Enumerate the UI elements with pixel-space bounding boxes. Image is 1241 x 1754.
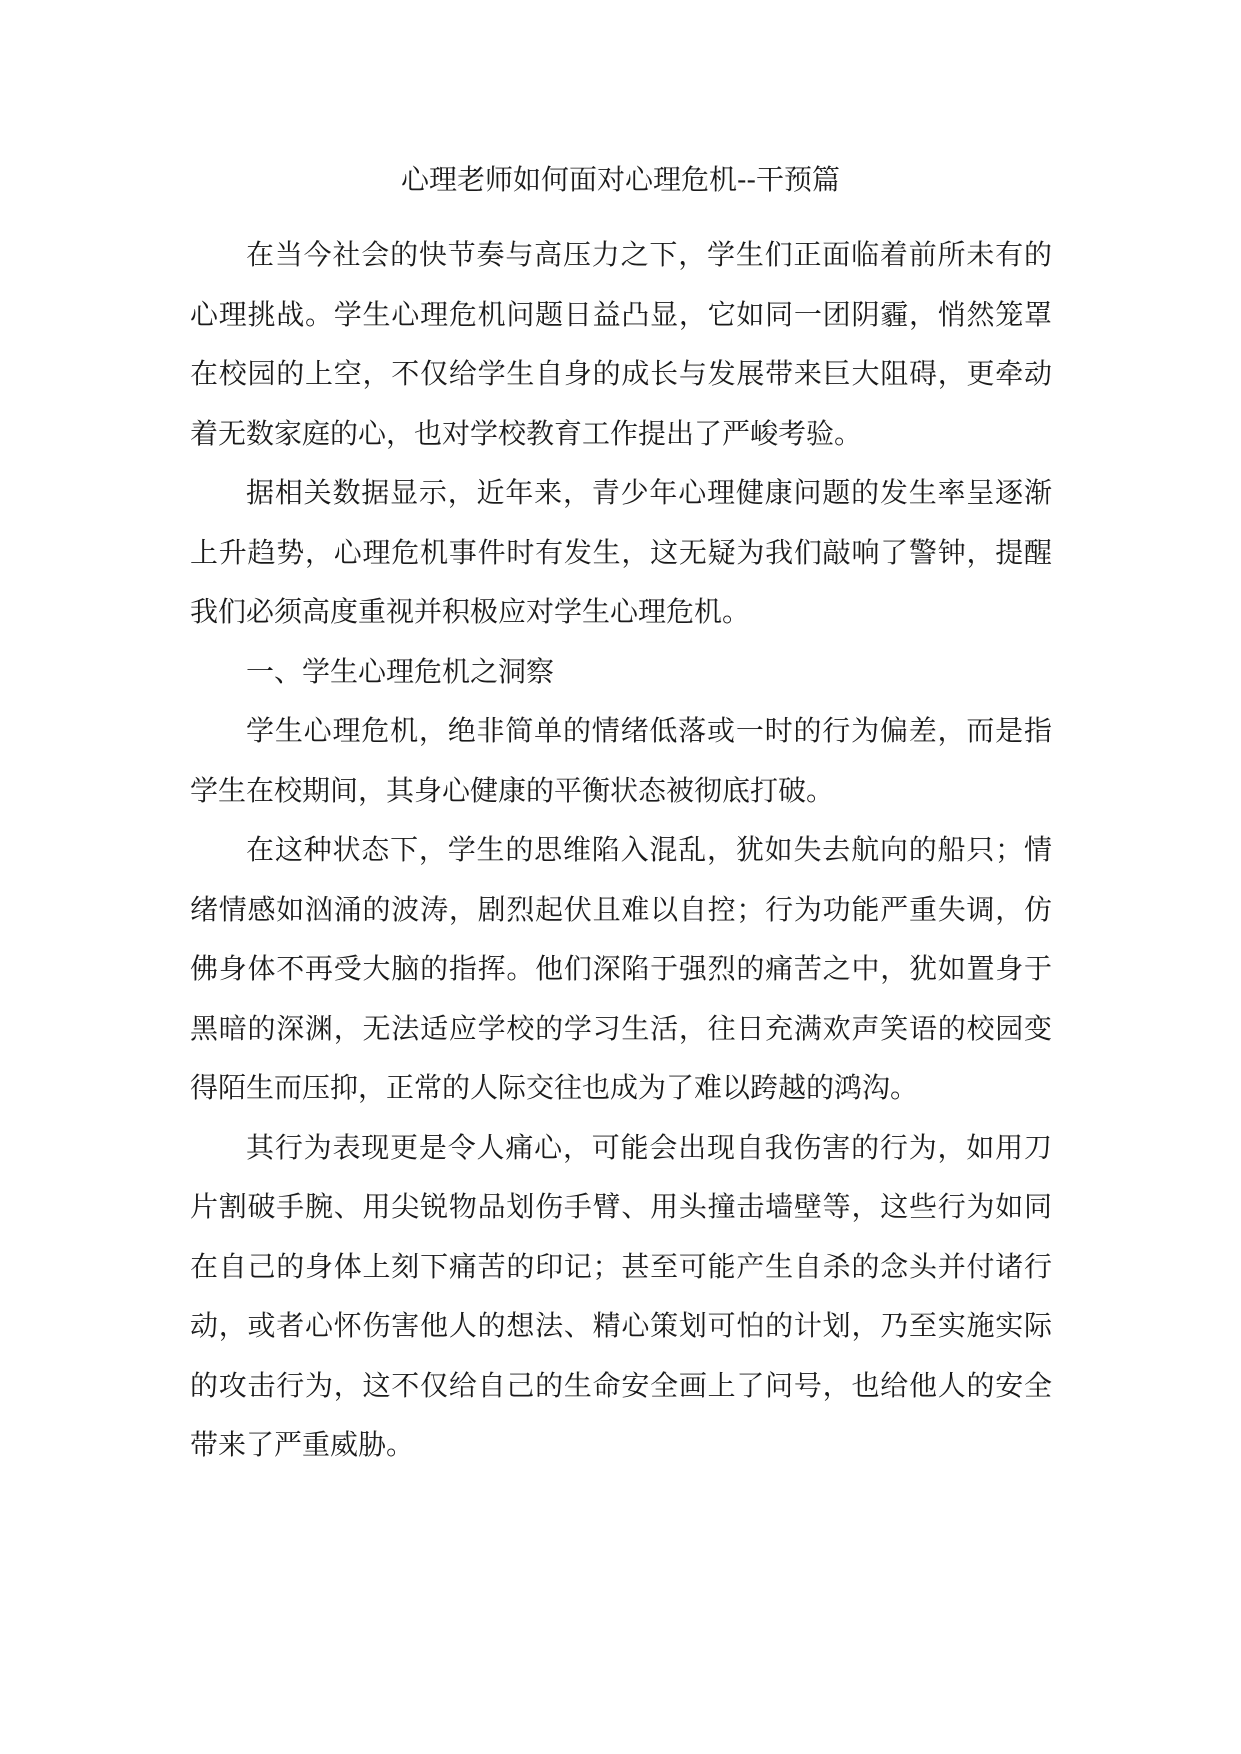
paragraph-statistics: 据相关数据显示，近年来，青少年心理健康问题的发生率呈逐渐上升趋势，心理危机事件时有发生，这无疑为我们敲响了警钟，提醒我们必须高度重视并积极应对学生心理危机。 [190,476,1052,628]
paragraph-behavior: 其行为表现更是令人痛心，可能会出现自我伤害的行为，如用刀片割破手腕、用尖锐物品划伤手臂、用头撞击墙壁等，这些行为如同在自己的身体上刻下痛苦的印记；甚至可能产生自杀的念头并付诸行动，或者心怀伤害他人的想法、精心策划可怕的计划，乃至实施实际的攻击行为，这不仅给自己的生命安全画上了问号，也给他人的安全带来了严重威胁。 [190,1130,1052,1461]
paragraph-intro: 在当今社会的快节奏与高压力之下，学生们正面临着前所未有的心理挑战。学生心理危机问题日益凸显，它如同一团阴霾，悄然笼罩在校园的上空，不仅给学生自身的成长与发展带来巨大阻碍，更牵动着无数家庭的心，也对学校教育工作提出了严峻考验。 [190,238,1052,450]
document-title: 心理老师如何面对心理危机--干预篇 [401,163,840,196]
paragraph-state: 在这种状态下，学生的思维陷入混乱，犹如失去航向的船只；情绪情感如汹涌的波涛，剧烈起伏且难以自控；行为功能严重失调，仿佛身体不再受大脑的指挥。他们深陷于强烈的痛苦之中，犹如置身于黑暗的深渊，无法适应学校的学习生活，往日充满欢声笑语的校园变得陌生而压抑，正常的人际交往也成为了难以跨越的鸿沟。 [190,833,1052,1104]
section-heading: 一、学生心理危机之洞察 [246,654,555,688]
document-body [190,225,1052,1475]
paragraph-definition: 学生心理危机，绝非简单的情绪低落或一时的行为偏差，而是指学生在校期间，其身心健康的平衡状态被彻底打破。 [190,714,1052,807]
